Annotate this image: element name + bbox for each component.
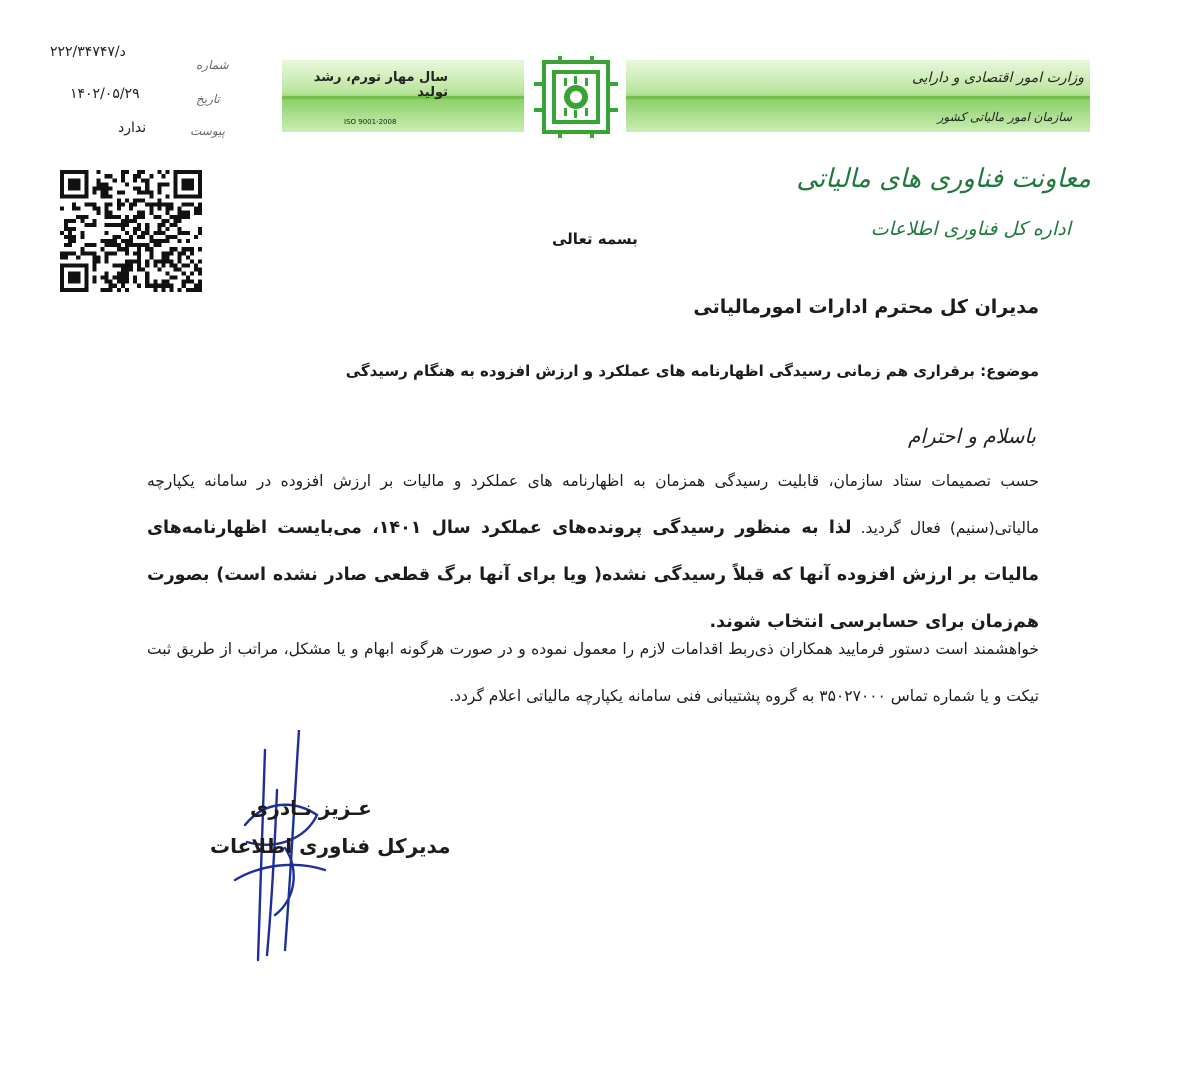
letter-date: ۱۴۰۲/۰۵/۲۹ [70,86,140,102]
body-paragraph-2: خواهشمند است دستور فرمایید همکاران ذی‌ربط اقدامات لازم را معمول نموده و در صورت هرگونه ابهام و یا مشکل، مراتب از طریق ثبت تیکت و یا شماره تماس ۳۵۰۲۷۰۰۰ به گروه پشتیبانی فنی سامانه یکپارچه مالیاتی اعلام گردد. [147,640,1039,705]
qr-code [60,170,202,292]
header-banner [282,54,1090,136]
paragraph-1-text: حسب تصمیمات ستاد سازمان، قابلیت رسیدگی همزمان به اظهارنامه های عملکرد و مالیات بر ارزش افزوده در سامانه یکپارچه مالیاتی(سنیم) فعال گردید. [147,472,1039,537]
addressee: مدیران کل محترم ادارات امورمالیاتی [693,296,1039,318]
attachment-value: ندارد [118,120,147,136]
iso-label: ISO 9001-2008 [344,118,397,126]
signatory-title: مدیرکل فناوری اطلاعات [210,834,451,858]
body-paragraph-1 [147,458,1039,646]
number-label: شماره [196,58,229,72]
ministry-name: وزارت امور اقتصادی و دارایی [911,70,1084,86]
organization-name: سازمان امور مالیاتی کشور [937,110,1072,124]
department-title: معاونت فناوری های مالیاتی [796,164,1091,194]
paragraph-1-bold-text: لذا به منظور رسیدگی پرونده‌های عملکرد سال ۱۴۰۱، می‌بایست اظهارنامه‌های مالیات بر ارزش افزوده آنها که قبلاً رسیدگی نشده( ویا برای آنها برگ قطعی صادر نشده است) بصورت هم‌زمان برای حسابرسی انتخاب شوند. [147,518,1039,632]
greeting: باسلام و احترام [907,424,1036,448]
banner-slogan: سال مهار تورم، رشد تولید [313,70,448,100]
banner-right-band [626,60,1090,132]
date-label: تاریخ [196,92,220,106]
signatory-name: عـزیز نـادری [250,796,372,820]
basmala: بسمه تعالی [552,230,638,248]
attachment-label: پیوست [190,124,225,138]
letter-number: د/۲۲۲/۳۴۷۴۷ [50,44,126,60]
department-subtitle: اداره کل فناوری اطلاعات [870,218,1071,240]
banner-left-band [282,60,524,132]
subject-line: موضوع: برقراری هم زمانی رسیدگی اظهارنامه های عملکرد و ارزش افزوده به هنگام رسیدگی [345,362,1039,380]
tax-organization-logo [530,54,622,140]
